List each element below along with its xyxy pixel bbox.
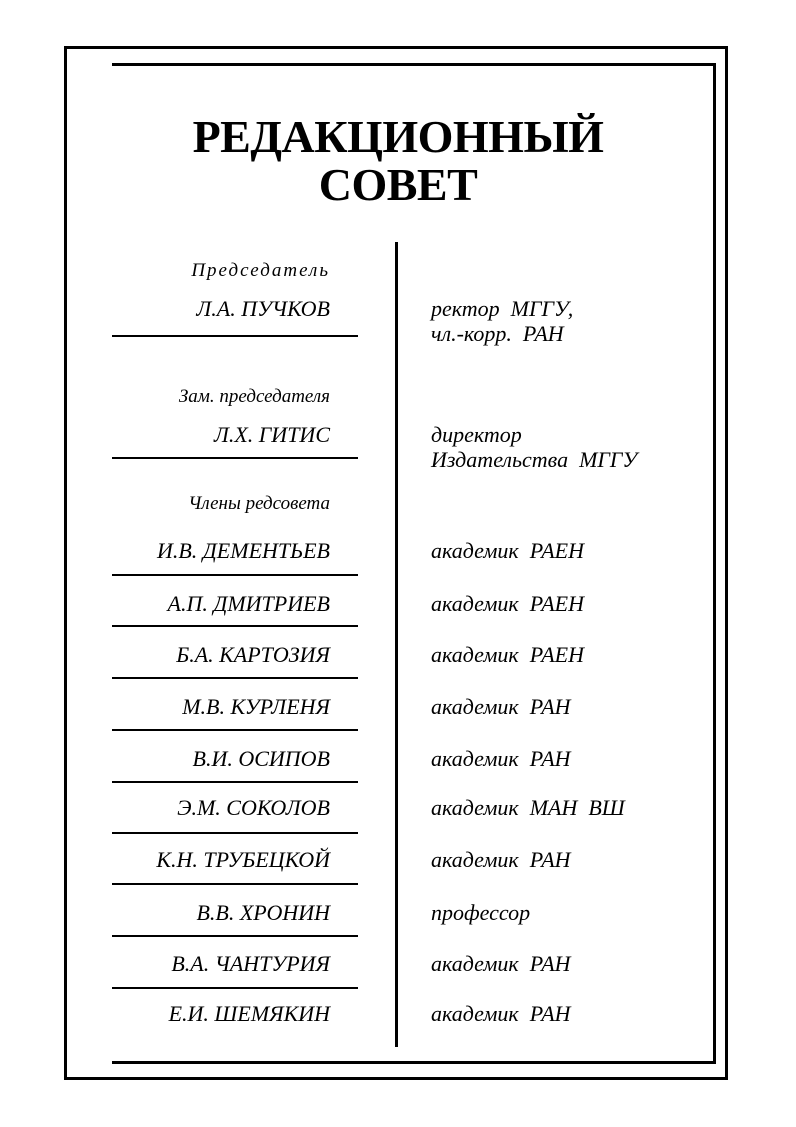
- chairman-heading: Председатель: [191, 260, 330, 281]
- member-separator: [112, 574, 358, 576]
- frame-bottom-rule: [112, 1061, 716, 1064]
- member-name: И.В. ДЕМЕНТЬЕВ: [156, 538, 330, 563]
- member-position: академик МАН ВШ: [431, 795, 625, 820]
- members-heading: Члены редсовета: [188, 493, 330, 514]
- member-separator: [112, 935, 358, 937]
- member-position: академик РАЕН: [431, 591, 584, 616]
- member-separator: [112, 677, 358, 679]
- member-name: В.В. ХРОНИН: [196, 900, 330, 925]
- deputy-position: директор Издательства МГГУ: [431, 422, 638, 472]
- member-separator: [112, 729, 358, 731]
- deputy-separator: [112, 457, 358, 459]
- member-separator: [112, 625, 358, 627]
- page-title-line-1: РЕДАКЦИОННЫЙ: [192, 111, 604, 162]
- member-position: академик РАН: [431, 694, 571, 719]
- member-name: В.А. ЧАНТУРИЯ: [171, 951, 330, 976]
- member-name: Э.М. СОКОЛОВ: [177, 795, 330, 820]
- page-title-line-2: СОВЕТ: [318, 159, 478, 210]
- chairman-position: ректор МГГУ, чл.-корр. РАН: [431, 296, 574, 346]
- chairman-name: Л.А. ПУЧКОВ: [196, 296, 330, 321]
- member-position: академик РАЕН: [431, 538, 584, 563]
- member-position: академик РАН: [431, 951, 571, 976]
- frame-right-rule: [713, 63, 716, 1064]
- member-separator: [112, 883, 358, 885]
- member-separator: [112, 832, 358, 834]
- member-position: академик РАЕН: [431, 642, 584, 667]
- deputy-name: Л.Х. ГИТИС: [213, 422, 330, 447]
- member-name: В.И. ОСИПОВ: [192, 746, 330, 771]
- chairman-separator: [112, 335, 358, 337]
- frame-top-rule: [112, 63, 716, 66]
- column-divider: [395, 242, 398, 1047]
- member-position: академик РАН: [431, 1001, 571, 1026]
- member-separator: [112, 781, 358, 783]
- member-name: Б.А. КАРТОЗИЯ: [176, 642, 330, 667]
- member-position: академик РАН: [431, 746, 571, 771]
- member-name: М.В. КУРЛЕНЯ: [182, 694, 330, 719]
- member-separator: [112, 987, 358, 989]
- member-position: профессор: [431, 900, 531, 925]
- member-name: К.Н. ТРУБЕЦКОЙ: [156, 847, 330, 872]
- member-name: Е.И. ШЕМЯКИН: [168, 1001, 330, 1026]
- deputy-heading: Зам. председателя: [178, 386, 330, 407]
- member-name: А.П. ДМИТРИЕВ: [167, 591, 330, 616]
- member-position: академик РАН: [431, 847, 571, 872]
